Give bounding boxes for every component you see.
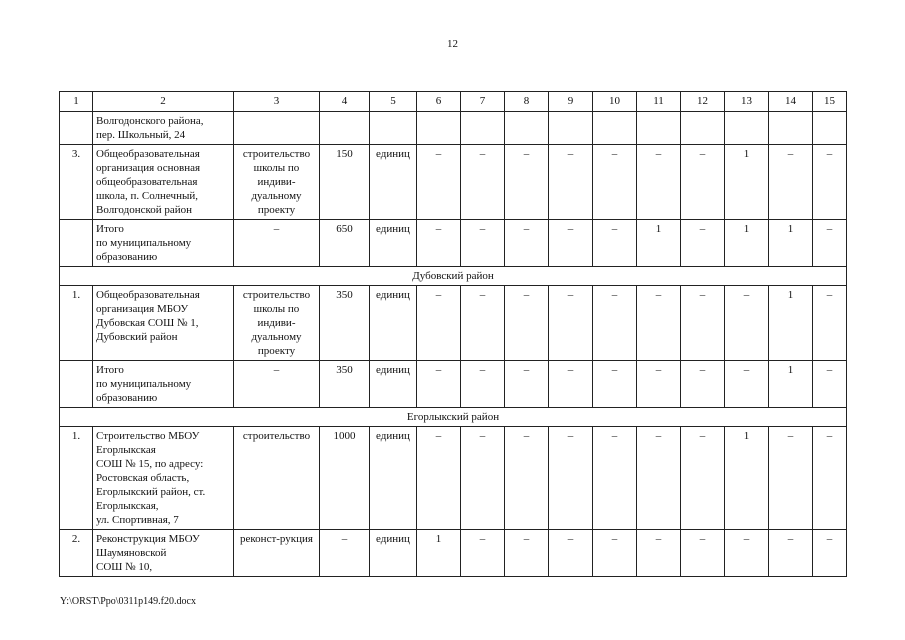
page-number: 12 [447, 38, 458, 50]
header-cell: 12 [681, 92, 725, 112]
row-number: 2. [60, 530, 93, 577]
year-cell: – [725, 361, 769, 408]
year-cell: – [813, 427, 847, 530]
capacity: 350 [320, 361, 370, 408]
header-cell: 14 [769, 92, 813, 112]
year-cell: – [769, 427, 813, 530]
row-number: 1. [60, 286, 93, 361]
year-cell: 1 [769, 286, 813, 361]
year-cell: – [417, 145, 461, 220]
header-cell: 8 [505, 92, 549, 112]
unit: единиц [370, 220, 417, 267]
header-cell: 2 [93, 92, 234, 112]
year-cell: – [769, 530, 813, 577]
unit: единиц [370, 530, 417, 577]
year-cell: – [505, 145, 549, 220]
year-cell: 1 [769, 361, 813, 408]
unit: единиц [370, 427, 417, 530]
year-cell: – [417, 361, 461, 408]
header-cell: 13 [725, 92, 769, 112]
year-cell: – [593, 286, 637, 361]
year-cell: 1 [417, 530, 461, 577]
header-row [60, 92, 847, 112]
year-cell: – [813, 220, 847, 267]
capacity [320, 112, 370, 145]
year-cell: – [549, 286, 593, 361]
year-cell: – [549, 361, 593, 408]
work-type [234, 112, 320, 145]
table-row [60, 220, 847, 267]
section-row [60, 267, 847, 286]
table-row [60, 286, 847, 361]
year-cell: – [681, 361, 725, 408]
year-cell: – [593, 220, 637, 267]
year-cell: – [593, 361, 637, 408]
year-cell: 1 [769, 220, 813, 267]
table-row [60, 530, 847, 577]
year-cell [461, 112, 505, 145]
row-number [60, 361, 93, 408]
header-cell: 4 [320, 92, 370, 112]
year-cell: – [769, 145, 813, 220]
year-cell: – [593, 427, 637, 530]
year-cell: – [417, 286, 461, 361]
file-path-footer: Y:\ORST\Ppo\0311p149.f20.docx [60, 596, 196, 607]
year-cell: – [549, 427, 593, 530]
object-name: Итого по муниципальному образованию [93, 220, 234, 267]
year-cell: – [681, 220, 725, 267]
year-cell: – [593, 530, 637, 577]
program-table [59, 91, 847, 577]
work-type: строительство школы по индиви-дуальному проекту [234, 286, 320, 361]
unit: единиц [370, 145, 417, 220]
year-cell: – [505, 427, 549, 530]
row-number: 1. [60, 427, 93, 530]
capacity: 150 [320, 145, 370, 220]
year-cell: – [549, 220, 593, 267]
header-cell: 11 [637, 92, 681, 112]
table-row [60, 145, 847, 220]
year-cell: – [813, 361, 847, 408]
header-cell: 3 [234, 92, 320, 112]
year-cell [505, 112, 549, 145]
year-cell: – [461, 361, 505, 408]
year-cell: – [505, 286, 549, 361]
year-cell: – [593, 145, 637, 220]
object-name: Общеобразовательная организация основная общеобразовательная школа, п. Солнечный, Волгодонской район [93, 145, 234, 220]
year-cell [549, 112, 593, 145]
year-cell: – [461, 220, 505, 267]
year-cell: – [637, 530, 681, 577]
year-cell: – [461, 427, 505, 530]
table-row [60, 361, 847, 408]
year-cell: – [461, 145, 505, 220]
header-cell: 7 [461, 92, 505, 112]
year-cell: – [505, 361, 549, 408]
unit [370, 112, 417, 145]
year-cell: – [813, 530, 847, 577]
year-cell: – [637, 427, 681, 530]
year-cell [725, 112, 769, 145]
work-type: – [234, 361, 320, 408]
year-cell: – [725, 286, 769, 361]
year-cell: – [637, 286, 681, 361]
work-type: реконст-рукция [234, 530, 320, 577]
year-cell: – [681, 530, 725, 577]
year-cell: 1 [725, 220, 769, 267]
year-cell [593, 112, 637, 145]
year-cell: – [813, 286, 847, 361]
object-name: Волгодонского района, пер. Школьный, 24 [93, 112, 234, 145]
table-row [60, 427, 847, 530]
header-cell: 15 [813, 92, 847, 112]
unit: единиц [370, 361, 417, 408]
year-cell: 1 [637, 220, 681, 267]
object-name: Итого по муниципальному образованию [93, 361, 234, 408]
year-cell: 1 [725, 427, 769, 530]
year-cell: – [681, 427, 725, 530]
capacity: 650 [320, 220, 370, 267]
table-row [60, 112, 847, 145]
year-cell: 1 [725, 145, 769, 220]
year-cell: – [417, 427, 461, 530]
year-cell: – [549, 530, 593, 577]
year-cell [769, 112, 813, 145]
section-row [60, 408, 847, 427]
row-number [60, 112, 93, 145]
year-cell [681, 112, 725, 145]
year-cell: – [637, 145, 681, 220]
object-name: Строительство МБОУ Егорлыкская СОШ № 15, по адресу: Ростовская область, Егорлыкский район, ст. Егорлыкская, ул. Спортивная, 7 [93, 427, 234, 530]
year-cell: – [461, 286, 505, 361]
row-number [60, 220, 93, 267]
year-cell: – [417, 220, 461, 267]
capacity: – [320, 530, 370, 577]
year-cell: – [681, 286, 725, 361]
row-number: 3. [60, 145, 93, 220]
capacity: 350 [320, 286, 370, 361]
year-cell: – [461, 530, 505, 577]
object-name: Общеобразовательная организация МБОУ Дубовская СОШ № 1, Дубовский район [93, 286, 234, 361]
year-cell: – [681, 145, 725, 220]
year-cell: – [549, 145, 593, 220]
work-type: строительство [234, 427, 320, 530]
work-type: строительство школы по индиви-дуальному проекту [234, 145, 320, 220]
object-name: Реконструкция МБОУ Шаумяновской СОШ № 10, [93, 530, 234, 577]
header-cell: 5 [370, 92, 417, 112]
work-type: – [234, 220, 320, 267]
header-cell: 9 [549, 92, 593, 112]
year-cell [637, 112, 681, 145]
year-cell [417, 112, 461, 145]
header-cell: 10 [593, 92, 637, 112]
year-cell: – [505, 530, 549, 577]
capacity: 1000 [320, 427, 370, 530]
section-title: Егорлыкский район [60, 408, 847, 427]
year-cell: – [637, 361, 681, 408]
year-cell [813, 112, 847, 145]
section-title: Дубовский район [60, 267, 847, 286]
year-cell: – [813, 145, 847, 220]
header-cell: 6 [417, 92, 461, 112]
year-cell: – [725, 530, 769, 577]
year-cell: – [505, 220, 549, 267]
unit: единиц [370, 286, 417, 361]
header-cell: 1 [60, 92, 93, 112]
